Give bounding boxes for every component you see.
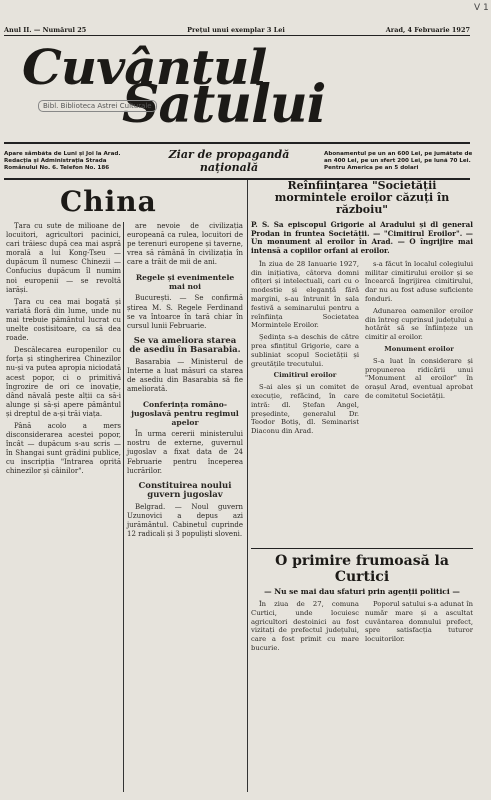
library-stamp: Bibl. Biblioteca Astrei Culturale: [38, 100, 157, 112]
tagline: Ziar de propagandă națională: [168, 148, 290, 174]
paragraph: are nevoie de civilizația europeană ca rulea, locuitori de pe terenuri europene și taverne, vrea să rămână în civilizația în care a trăit de mii de ani.: [127, 222, 243, 267]
article-column-b: [365, 260, 473, 439]
issue-info-bar: [4, 26, 470, 36]
paragraph: Poporul satului s-a adunat în număr mare și a ascultat cuvântarea domnului prefect, spre satisfacția tuturor locuitorilor.: [365, 600, 473, 644]
article-title-curtici: O primire frumoasă la Curtici: [275, 553, 449, 585]
paragraph: S-a luat în considerare și propunerea ridicării unui "Monument al eroilor" în orașul Arad, eventual aprobat de comitetul Societății.: [365, 356, 473, 400]
issue-number: Anul II. — Numărul 25: [4, 26, 87, 34]
article-curtici-columns: [251, 600, 473, 656]
section-heading: Monument eroilor: [384, 344, 454, 353]
article-subtitle-curtici: — Nu se mai dau sfaturi prin agenții politici —: [264, 587, 460, 596]
article-lead: P. S. Sa episcopul Grigorie al Aradului și dl general Prodan in fruntea Societății. — "Cimitirul Eroilor". — Un monument al eroilor în Arad. — O îngrijire mai intensă a copiilor orfani ai eroilor.: [251, 220, 473, 256]
article-war-graves-columns: [251, 260, 473, 439]
subscription-info: Abonamentul pe un an 600 Lei, pe jumătate de an 400 Lei, pe un sfert 200 Lei, pe lună 70 Lei. Pentru America pe an 5 dolari: [324, 150, 473, 171]
news-heading: Se va ameliora starea de asediu în Basarabia.: [129, 335, 241, 355]
subheader: [4, 146, 474, 176]
news-text: București. — Se confirmă știrea M. S. Regele Ferdinand se va întoarce în tară chiar în cursul lunii Februarie.: [127, 294, 243, 330]
paragraph: S-ai ales și un comitet de execuție, refăcind, în care intră: dl. Ștefan Angel, președinte, generalul Dr. Teodor Botiș, dl. Seminarist Diaconu din Arad.: [251, 383, 359, 436]
paragraph: s-a făcut în localul colegiului militar cimitirului eroilor și se încearcă îngrijirea cimitirului, dar nu au fost aduse suficiente fonduri.: [365, 259, 473, 303]
article-china-column-1: [6, 222, 121, 480]
article-title-china: China: [60, 185, 157, 218]
paragraph: Țara cu sute de milioane de locuitori, agricultori pacinici, cari trăiesc după cea mai aspră morală a lui Kong-Tseu — dupăcum îl numesc Chinezii — Confucius dupăcum îl numim noi europenii — se revoltă iarăși.: [6, 222, 121, 294]
issue-date: Arad, 4 Februarie 1927: [385, 26, 470, 34]
paragraph: Descălecarea europenilor cu forța și stingherirea Chinezilor nu-și va putea apropia niciodată acest popor, ci o primitivă îngrozire de ori ce inovație, dând năvală peste alții ca să-i alunge și să-și apere pământul și dreptul de a-și trăi viața.: [6, 346, 121, 418]
news-heading: Regele și evenimentele mai noi: [135, 273, 235, 292]
news-text: Belgrad. — Noul guvern Uzunovici a depus azi jurământul. Cabinetul cuprinde 12 radicali și 3 populiști sloveni.: [127, 502, 243, 538]
article-curtici: [251, 553, 473, 656]
archive-mark: V 1: [474, 3, 489, 13]
divider: [251, 548, 473, 549]
news-text: Basarabia — Ministerul de Interne a luat măsuri ca starea de asediu din Basarabia să fie ameliorată.: [127, 357, 243, 394]
column-rule: [247, 180, 248, 792]
paragraph: În ziua de 28 Ianuarie 1927, din inițiativa, câtorva domni ofițeri și intelectuali, cari cu o modestie și eleganță fără margini, s-au întrunit în sala festivă a seminarului pentru a reînființa Societatea Mormintele Eroilor.: [251, 259, 359, 330]
article-title-war-graves: Reînființarea "Societății mormintele eroilor căzuți în războiu": [274, 179, 450, 216]
paragraph: Țara cu cea mai bogată și variată floră din lume, unde nu mai trebuie pământul lucrat cu unelte costisitoare, ca să dea roade.: [6, 297, 121, 343]
issue-price: Prețul unui exemplar 3 Lei: [187, 26, 285, 34]
paragraph: În ziua de 27, comuna Curtici, unde locuiesc agricultori destoinici au fost vizitați de prefectul județului, care a fost primit cu mare bucurie.: [251, 600, 359, 652]
masthead: [16, 38, 456, 138]
article-column-b: [365, 600, 473, 656]
publication-info: Apare sâmbăta de Luni și Joi la Arad. Redacția și Administrația Strada Românului No. 6. Telefon No. 186: [4, 150, 121, 171]
divider: [4, 142, 470, 144]
paragraph: Ședința s-a deschis de către prea sfințitul Grigorie, care a subliniat scopul Societății și greutățile trecutului.: [251, 333, 359, 368]
masthead-title-top: Cuvântul: [22, 39, 267, 96]
section-heading: Cimitirul eroilor: [273, 371, 337, 380]
news-heading: Constituirea noului guvern jugoslav: [138, 480, 232, 500]
article-column-a: [251, 260, 359, 439]
paragraph: Până acolo a mers disconsiderarea acestei popor, încât — dupăcum s-au scris — în Shangai sunt grădini publice, cu inscripția "Intrarea oprită chinezilor și câinilor".: [6, 421, 121, 476]
paragraph: Adunarea oamenilor eroilor din întreg cuprinsul județului a hotărât să se înființeze un cimitir al eroilor.: [365, 306, 473, 342]
article-china-column-2: [127, 222, 243, 542]
news-text: În urma cererii ministerului nostru de externe, guvernul jugoslav a fixat data de 24 Februarie pentru începerea lucrărilor.: [127, 430, 243, 475]
masthead-title-bottom: Satului: [122, 74, 326, 135]
article-war-graves: [251, 180, 473, 439]
article-column-a: [251, 600, 359, 656]
column-rule: [123, 222, 124, 792]
news-heading: Conferința româno-jugoslavă pentru regimul apelor: [131, 400, 239, 428]
